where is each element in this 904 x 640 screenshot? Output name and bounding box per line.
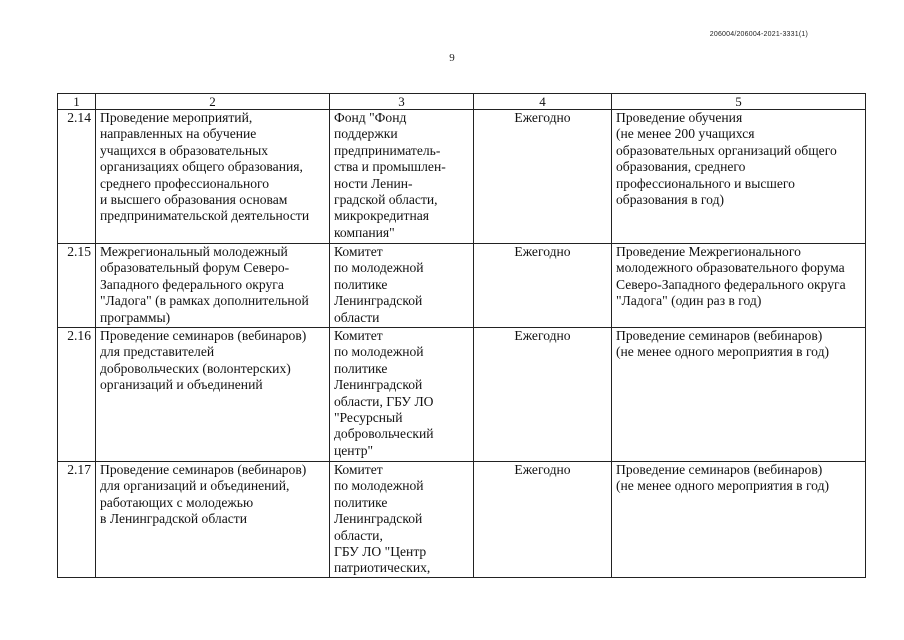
activity-line: образовательный форум Северо- bbox=[100, 260, 290, 276]
activity-line: для организаций и объединений, bbox=[100, 478, 290, 494]
executor-line: политике bbox=[334, 494, 388, 510]
activity-cell bbox=[96, 244, 330, 328]
executor-line: Фонд "Фонд bbox=[334, 110, 407, 125]
executor-line: компания" bbox=[334, 224, 395, 240]
item-number: 2.15 bbox=[58, 244, 96, 328]
executor-line: добровольческий bbox=[334, 426, 434, 442]
result-cell bbox=[612, 110, 866, 244]
activity-line: в Ленинградской области bbox=[100, 511, 247, 527]
plan-table bbox=[57, 93, 866, 578]
executor-line: градской области, bbox=[334, 192, 438, 208]
executor-line: ства и промышлен- bbox=[334, 159, 446, 175]
executor-line: патриотических, bbox=[334, 560, 431, 576]
activity-line: Проведение семинаров (вебинаров) bbox=[100, 462, 307, 477]
period-cell: Ежегодно bbox=[474, 110, 612, 244]
executor-line: Ленинградской bbox=[334, 377, 423, 393]
activity-line: Проведение семинаров (вебинаров) bbox=[100, 328, 307, 343]
executor-line: Комитет bbox=[334, 462, 383, 477]
result-cell bbox=[612, 244, 866, 328]
executor-line: центр" bbox=[334, 442, 374, 458]
result-line: (не менее 200 учащихся bbox=[616, 126, 755, 142]
activity-line: программы) bbox=[100, 309, 171, 325]
executor-line: ности Ленин- bbox=[334, 175, 413, 191]
activity-cell bbox=[96, 110, 330, 244]
result-line: (не менее одного мероприятия в год) bbox=[616, 344, 830, 360]
column-header: 2 bbox=[96, 94, 330, 110]
activity-line: Западного федерального округа bbox=[100, 276, 284, 292]
activity-line: для представителей bbox=[100, 344, 215, 360]
executor-line: по молодежной bbox=[334, 478, 424, 494]
result-line: Проведение семинаров (вебинаров) bbox=[616, 462, 823, 477]
activity-line: добровольческих (волонтерских) bbox=[100, 360, 291, 376]
result-line: Проведение обучения bbox=[616, 110, 743, 125]
result-line: образования в год) bbox=[616, 192, 725, 208]
activity-line: среднего профессионального bbox=[100, 175, 270, 191]
executor-line: области, bbox=[334, 527, 383, 543]
page-number: 9 bbox=[449, 52, 455, 64]
executor-line: ГБУ ЛО "Центр bbox=[334, 544, 427, 560]
activity-line: учащихся в образовательных bbox=[100, 142, 269, 158]
column-header: 5 bbox=[612, 94, 866, 110]
executor-line: предприниматель- bbox=[334, 142, 441, 158]
executor-line: политике bbox=[334, 360, 388, 376]
result-line: "Ладога" (один раз в год) bbox=[616, 293, 762, 309]
executor-line: области, ГБУ ЛО bbox=[334, 393, 434, 409]
activity-cell bbox=[96, 328, 330, 462]
table-row bbox=[58, 462, 866, 578]
activity-line: работающих с молодежью bbox=[100, 494, 254, 510]
result-line: профессионального и высшего bbox=[616, 175, 795, 191]
activity-line: организаций и объединений bbox=[100, 377, 263, 393]
executor-line: политике bbox=[334, 276, 388, 292]
executor-cell bbox=[330, 244, 474, 328]
item-number: 2.17 bbox=[58, 462, 96, 578]
table-row bbox=[58, 110, 866, 244]
activity-line: Межрегиональный молодежный bbox=[100, 244, 288, 259]
document-id: 206004/206004-2021-3331(1) bbox=[709, 31, 808, 38]
result-line: Проведение семинаров (вебинаров) bbox=[616, 328, 823, 343]
item-number: 2.16 bbox=[58, 328, 96, 462]
table-row bbox=[58, 244, 866, 328]
result-cell bbox=[612, 462, 866, 578]
column-header: 1 bbox=[58, 94, 96, 110]
activity-line: организациях общего образования, bbox=[100, 159, 303, 175]
item-number: 2.14 bbox=[58, 110, 96, 244]
executor-line: Ленинградской bbox=[334, 293, 423, 309]
executor-line: Комитет bbox=[334, 244, 383, 259]
result-line: молодежного образовательного форума bbox=[616, 260, 845, 276]
result-line: (не менее одного мероприятия в год) bbox=[616, 478, 830, 494]
result-line: образовательных организаций общего bbox=[616, 142, 837, 158]
period-cell: Ежегодно bbox=[474, 328, 612, 462]
table-row bbox=[58, 328, 866, 462]
result-cell bbox=[612, 328, 866, 462]
column-header: 3 bbox=[330, 94, 474, 110]
activity-line: и высшего образования основам bbox=[100, 192, 288, 208]
result-line: Северо-Западного федерального округа bbox=[616, 276, 846, 292]
executor-cell bbox=[330, 328, 474, 462]
period-cell: Ежегодно bbox=[474, 244, 612, 328]
result-line: Проведение Межрегионального bbox=[616, 244, 801, 259]
activity-line: Проведение мероприятий, bbox=[100, 110, 253, 125]
period-cell: Ежегодно bbox=[474, 462, 612, 578]
executor-line: области bbox=[334, 309, 380, 325]
executor-line: Комитет bbox=[334, 328, 383, 343]
activity-line: направленных на обучение bbox=[100, 126, 257, 142]
table-header-row bbox=[58, 94, 866, 110]
activity-cell bbox=[96, 462, 330, 578]
executor-line: по молодежной bbox=[334, 260, 424, 276]
executor-line: "Ресурсный bbox=[334, 410, 403, 426]
activity-line: "Ладога" (в рамках дополнительной bbox=[100, 293, 309, 309]
executor-cell bbox=[330, 462, 474, 578]
executor-line: поддержки bbox=[334, 126, 398, 142]
activity-line: предпринимательской деятельности bbox=[100, 208, 310, 224]
executor-line: по молодежной bbox=[334, 344, 424, 360]
executor-line: микрокредитная bbox=[334, 208, 430, 224]
result-line: образования, среднего bbox=[616, 159, 746, 175]
executor-line: Ленинградской bbox=[334, 511, 423, 527]
executor-cell bbox=[330, 110, 474, 244]
column-header: 4 bbox=[474, 94, 612, 110]
